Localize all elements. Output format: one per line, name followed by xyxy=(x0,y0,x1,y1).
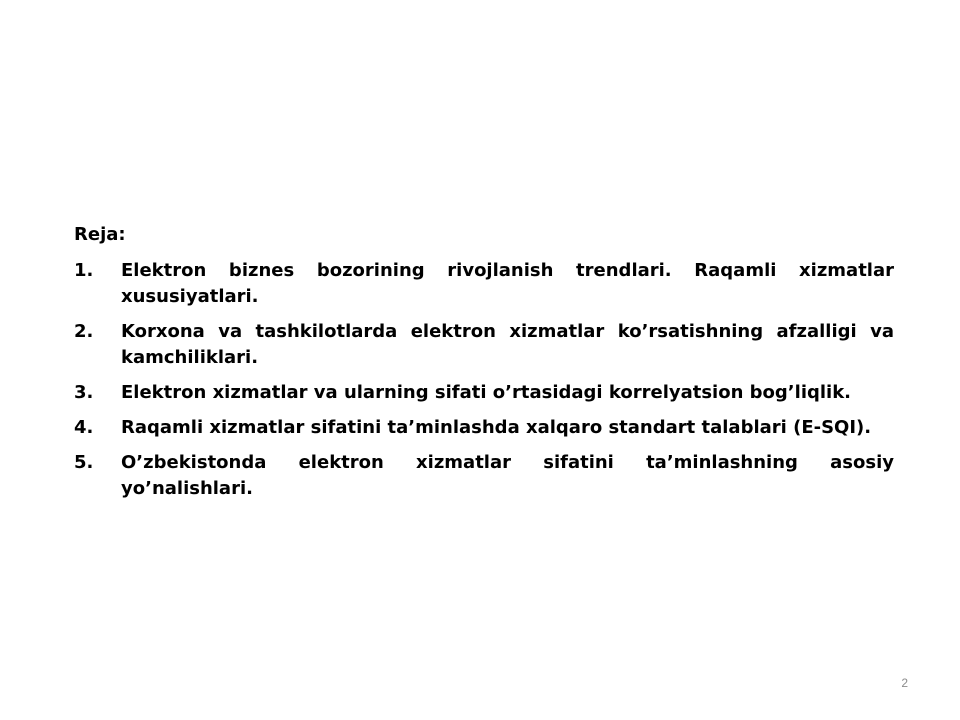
plan-item-1 xyxy=(74,258,894,310)
plan-item-5 xyxy=(74,450,894,502)
plan-item-2 xyxy=(74,319,894,371)
plan-item-4 xyxy=(74,415,894,441)
page-number: 2 xyxy=(901,676,908,690)
plan-item-text: Raqamli xizmatlar sifatini ta’minlashda xalqaro standart talablari (E-SQI). xyxy=(121,417,872,438)
plan-item-text: O’zbekistonda elektron xizmatlar sifatini ta’minlashning asosiy yo’nalishlari. xyxy=(121,452,894,499)
plan-item-number: 2. xyxy=(74,321,94,342)
plan-item-number: 1. xyxy=(74,260,94,281)
slide-content xyxy=(74,222,894,511)
plan-item-number: 4. xyxy=(74,417,94,438)
plan-item-number: 3. xyxy=(74,382,94,403)
plan-list xyxy=(74,258,894,502)
plan-heading: Reja: xyxy=(74,224,126,245)
plan-item-3 xyxy=(74,380,894,406)
plan-item-text: Elektron biznes bozorining rivojlanish trendlari. Raqamli xizmatlar xususiyatlari. xyxy=(121,260,894,307)
plan-item-text: Korxona va tashkilotlarda elektron xizmatlar ko’rsatishning afzalligi va kamchiliklari. xyxy=(121,321,894,368)
plan-item-number: 5. xyxy=(74,452,94,473)
plan-item-text: Elektron xizmatlar va ularning sifati o’rtasidagi korrelyatsion bog’liqlik. xyxy=(121,382,852,403)
